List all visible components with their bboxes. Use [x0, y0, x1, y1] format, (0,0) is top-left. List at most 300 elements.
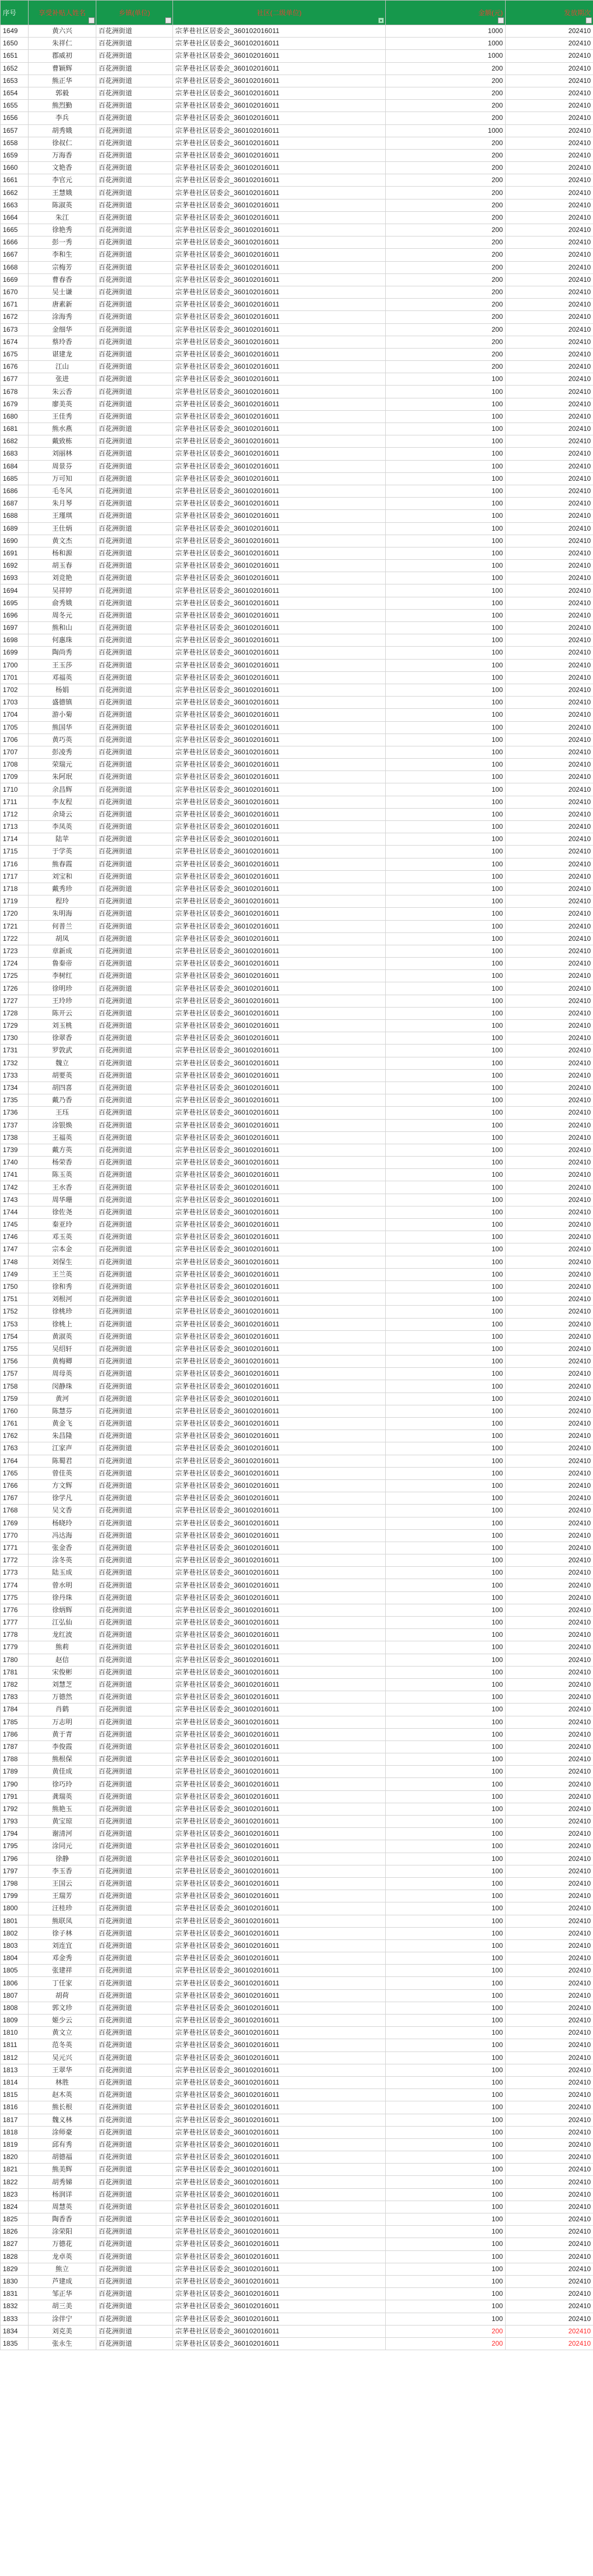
cell-date[interactable]: 202410 — [506, 336, 593, 348]
cell-date[interactable]: 202410 — [506, 2151, 593, 2164]
cell-name[interactable]: 朱昌隆 — [29, 1430, 96, 1442]
cell-date[interactable]: 202410 — [506, 1952, 593, 1965]
cell-name[interactable]: 熊国华 — [29, 721, 96, 734]
cell-community[interactable]: 宗茅巷社区居委会_360102016011 — [173, 2188, 386, 2201]
cell-community[interactable]: 宗茅巷社区居委会_360102016011 — [173, 1442, 386, 1455]
cell-date[interactable]: 202410 — [506, 522, 593, 535]
cell-name[interactable]: 王水香 — [29, 1181, 96, 1194]
cell-amount[interactable]: 100 — [386, 1753, 506, 1766]
cell-seq[interactable]: 1719 — [1, 895, 29, 908]
cell-town[interactable]: 百花洲街道 — [96, 1293, 173, 1306]
cell-amount[interactable]: 100 — [386, 1082, 506, 1094]
cell-name[interactable]: 徐桃珍 — [29, 1306, 96, 1318]
cell-community[interactable]: 宗茅巷社区居委会_360102016011 — [173, 2201, 386, 2213]
cell-seq[interactable]: 1808 — [1, 2002, 29, 2014]
cell-seq[interactable]: 1729 — [1, 1020, 29, 1032]
cell-name[interactable]: 周冬元 — [29, 609, 96, 621]
cell-seq[interactable]: 1829 — [1, 2263, 29, 2275]
cell-town[interactable]: 百花洲街道 — [96, 1131, 173, 1144]
cell-community[interactable]: 宗茅巷社区居委会_360102016011 — [173, 1654, 386, 1666]
cell-amount[interactable]: 100 — [386, 1306, 506, 1318]
cell-amount[interactable]: 200 — [386, 224, 506, 236]
cell-date[interactable]: 202410 — [506, 1094, 593, 1107]
cell-amount[interactable]: 100 — [386, 2201, 506, 2213]
cell-community[interactable]: 宗茅巷社区居委会_360102016011 — [173, 982, 386, 995]
header-date[interactable] — [506, 1, 593, 25]
cell-name[interactable]: 俞秀娥 — [29, 597, 96, 609]
cell-town[interactable]: 百花洲街道 — [96, 510, 173, 522]
cell-seq[interactable]: 1698 — [1, 634, 29, 647]
cell-name[interactable]: 邓玉英 — [29, 1231, 96, 1243]
cell-seq[interactable]: 1704 — [1, 709, 29, 721]
cell-community[interactable]: 宗茅巷社区居委会_360102016011 — [173, 870, 386, 883]
cell-seq[interactable]: 1733 — [1, 1069, 29, 1082]
cell-name[interactable]: 黄河 — [29, 1393, 96, 1405]
cell-community[interactable]: 宗茅巷社区居委会_360102016011 — [173, 149, 386, 161]
cell-amount[interactable]: 100 — [386, 945, 506, 957]
cell-amount[interactable]: 100 — [386, 2288, 506, 2300]
cell-name[interactable]: 程玲 — [29, 895, 96, 908]
cell-seq[interactable]: 1711 — [1, 796, 29, 808]
cell-seq[interactable]: 1820 — [1, 2151, 29, 2164]
cell-amount[interactable]: 100 — [386, 932, 506, 945]
cell-seq[interactable]: 1666 — [1, 236, 29, 249]
cell-amount[interactable]: 200 — [386, 348, 506, 360]
cell-community[interactable]: 宗茅巷社区居委会_360102016011 — [173, 50, 386, 62]
cell-date[interactable]: 202410 — [506, 2015, 593, 2027]
cell-seq[interactable]: 1723 — [1, 945, 29, 957]
cell-town[interactable]: 百花洲街道 — [96, 1617, 173, 1629]
cell-town[interactable]: 百花洲街道 — [96, 1206, 173, 1218]
cell-amount[interactable]: 100 — [386, 1330, 506, 1343]
cell-community[interactable]: 宗茅巷社区居委会_360102016011 — [173, 1206, 386, 1218]
cell-date[interactable]: 202410 — [506, 1268, 593, 1280]
cell-community[interactable]: 宗茅巷社区居委会_360102016011 — [173, 299, 386, 311]
cell-date[interactable]: 202410 — [506, 2325, 593, 2337]
cell-date[interactable]: 202410 — [506, 124, 593, 137]
cell-community[interactable]: 宗茅巷社区居委会_360102016011 — [173, 25, 386, 38]
cell-seq[interactable]: 1710 — [1, 783, 29, 796]
cell-town[interactable]: 百花洲街道 — [96, 1144, 173, 1156]
cell-name[interactable]: 徐翠香 — [29, 1032, 96, 1045]
cell-town[interactable]: 百花洲街道 — [96, 1853, 173, 1865]
cell-town[interactable]: 百花洲街道 — [96, 1194, 173, 1206]
cell-amount[interactable]: 100 — [386, 1529, 506, 1542]
cell-community[interactable]: 宗茅巷社区居委会_360102016011 — [173, 2114, 386, 2126]
cell-amount[interactable]: 100 — [386, 634, 506, 647]
cell-town[interactable]: 百花洲街道 — [96, 1890, 173, 1902]
cell-seq[interactable]: 1818 — [1, 2126, 29, 2138]
cell-seq[interactable]: 1692 — [1, 560, 29, 572]
cell-community[interactable]: 宗茅巷社区居委会_360102016011 — [173, 2300, 386, 2313]
cell-town[interactable]: 百花洲街道 — [96, 361, 173, 373]
cell-seq[interactable]: 1720 — [1, 908, 29, 920]
cell-amount[interactable]: 100 — [386, 759, 506, 771]
cell-date[interactable]: 202410 — [506, 100, 593, 112]
cell-amount[interactable]: 1000 — [386, 124, 506, 137]
cell-amount[interactable]: 200 — [386, 199, 506, 211]
cell-amount[interactable]: 100 — [386, 2250, 506, 2263]
cell-town[interactable]: 百花洲街道 — [96, 1256, 173, 1268]
cell-amount[interactable]: 100 — [386, 2039, 506, 2051]
cell-seq[interactable]: 1815 — [1, 2089, 29, 2101]
cell-town[interactable]: 百花洲街道 — [96, 759, 173, 771]
cell-date[interactable]: 202410 — [506, 2337, 593, 2350]
cell-date[interactable]: 202410 — [506, 410, 593, 423]
cell-amount[interactable]: 100 — [386, 659, 506, 671]
cell-community[interactable]: 宗茅巷社区居委会_360102016011 — [173, 348, 386, 360]
cell-amount[interactable]: 100 — [386, 721, 506, 734]
cell-name[interactable]: 宗梅芳 — [29, 261, 96, 273]
cell-amount[interactable]: 100 — [386, 622, 506, 634]
cell-name[interactable]: 万德花 — [29, 2238, 96, 2250]
cell-community[interactable]: 宗茅巷社区居委会_360102016011 — [173, 932, 386, 945]
cell-town[interactable]: 百花洲街道 — [96, 1231, 173, 1243]
cell-seq[interactable]: 1752 — [1, 1306, 29, 1318]
cell-community[interactable]: 宗茅巷社区居委会_360102016011 — [173, 261, 386, 273]
cell-town[interactable]: 百花洲街道 — [96, 2114, 173, 2126]
cell-amount[interactable]: 100 — [386, 1840, 506, 1853]
cell-town[interactable]: 百花洲街道 — [96, 1330, 173, 1343]
cell-seq[interactable]: 1677 — [1, 373, 29, 386]
cell-amount[interactable]: 100 — [386, 920, 506, 932]
cell-town[interactable]: 百花洲街道 — [96, 410, 173, 423]
cell-amount[interactable]: 100 — [386, 1045, 506, 1057]
cell-date[interactable]: 202410 — [506, 535, 593, 547]
cell-amount[interactable]: 100 — [386, 1356, 506, 1368]
cell-town[interactable]: 百花洲街道 — [96, 2176, 173, 2188]
cell-date[interactable]: 202410 — [506, 647, 593, 659]
cell-town[interactable]: 百花洲街道 — [96, 1045, 173, 1057]
cell-seq[interactable]: 1799 — [1, 1890, 29, 1902]
cell-seq[interactable]: 1750 — [1, 1280, 29, 1293]
cell-name[interactable]: 徐学凡 — [29, 1492, 96, 1505]
cell-name[interactable]: 李和生 — [29, 249, 96, 261]
cell-name[interactable]: 谌建龙 — [29, 348, 96, 360]
cell-amount[interactable]: 100 — [386, 1816, 506, 1828]
cell-seq[interactable]: 1800 — [1, 1902, 29, 1915]
cell-seq[interactable]: 1703 — [1, 697, 29, 709]
cell-seq[interactable]: 1775 — [1, 1591, 29, 1604]
cell-seq[interactable]: 1670 — [1, 286, 29, 298]
cell-community[interactable]: 宗茅巷社区居委会_360102016011 — [173, 709, 386, 721]
cell-community[interactable]: 宗茅巷社区居委会_360102016011 — [173, 908, 386, 920]
cell-seq[interactable]: 1790 — [1, 1778, 29, 1790]
cell-seq[interactable]: 1706 — [1, 734, 29, 746]
cell-amount[interactable]: 100 — [386, 883, 506, 895]
cell-community[interactable]: 宗茅巷社区居委会_360102016011 — [173, 1492, 386, 1505]
cell-town[interactable]: 百花洲街道 — [96, 1430, 173, 1442]
cell-name[interactable]: 胡荷 — [29, 1989, 96, 2002]
cell-town[interactable]: 百花洲街道 — [96, 236, 173, 249]
cell-town[interactable]: 百花洲街道 — [96, 771, 173, 783]
cell-name[interactable]: 杨润详 — [29, 2188, 96, 2201]
cell-community[interactable]: 宗茅巷社区居委会_360102016011 — [173, 100, 386, 112]
cell-name[interactable]: 陆玉成 — [29, 1567, 96, 1579]
cell-community[interactable]: 宗茅巷社区居委会_360102016011 — [173, 1704, 386, 1716]
cell-seq[interactable]: 1797 — [1, 1865, 29, 1877]
cell-community[interactable]: 宗茅巷社区居委会_360102016011 — [173, 684, 386, 696]
cell-date[interactable]: 202410 — [506, 224, 593, 236]
cell-seq[interactable]: 1762 — [1, 1430, 29, 1442]
cell-amount[interactable]: 1000 — [386, 50, 506, 62]
cell-date[interactable]: 202410 — [506, 1629, 593, 1641]
cell-date[interactable]: 202410 — [506, 2126, 593, 2138]
cell-date[interactable]: 202410 — [506, 634, 593, 647]
cell-seq[interactable]: 1661 — [1, 174, 29, 187]
cell-community[interactable]: 宗茅巷社区居委会_360102016011 — [173, 2263, 386, 2275]
cell-name[interactable]: 刘连宜 — [29, 1939, 96, 1952]
cell-amount[interactable]: 100 — [386, 498, 506, 510]
cell-seq[interactable]: 1759 — [1, 1393, 29, 1405]
cell-community[interactable]: 宗茅巷社区居委会_360102016011 — [173, 448, 386, 460]
cell-date[interactable]: 202410 — [506, 249, 593, 261]
cell-date[interactable]: 202410 — [506, 1219, 593, 1231]
cell-amount[interactable]: 100 — [386, 709, 506, 721]
cell-seq[interactable]: 1756 — [1, 1356, 29, 1368]
cell-seq[interactable]: 1689 — [1, 522, 29, 535]
cell-seq[interactable]: 1683 — [1, 448, 29, 460]
cell-amount[interactable]: 100 — [386, 460, 506, 472]
cell-name[interactable]: 谢清河 — [29, 1828, 96, 1840]
cell-name[interactable]: 邹正华 — [29, 2288, 96, 2300]
cell-seq[interactable]: 1777 — [1, 1617, 29, 1629]
cell-community[interactable]: 宗茅巷社区居委会_360102016011 — [173, 286, 386, 298]
cell-amount[interactable]: 100 — [386, 1902, 506, 1915]
cell-amount[interactable]: 100 — [386, 870, 506, 883]
cell-town[interactable]: 百花洲街道 — [96, 311, 173, 323]
cell-seq[interactable]: 1817 — [1, 2114, 29, 2126]
cell-date[interactable]: 202410 — [506, 659, 593, 671]
cell-seq[interactable]: 1687 — [1, 498, 29, 510]
cell-name[interactable]: 廖美英 — [29, 398, 96, 410]
cell-seq[interactable]: 1740 — [1, 1157, 29, 1169]
cell-seq[interactable]: 1685 — [1, 472, 29, 485]
cell-seq[interactable]: 1660 — [1, 162, 29, 174]
cell-amount[interactable]: 100 — [386, 1790, 506, 1803]
cell-community[interactable]: 宗茅巷社区居委会_360102016011 — [173, 647, 386, 659]
cell-amount[interactable]: 100 — [386, 1206, 506, 1218]
cell-date[interactable]: 202410 — [506, 1666, 593, 1678]
cell-name[interactable]: 胡玉春 — [29, 560, 96, 572]
cell-date[interactable]: 202410 — [506, 1280, 593, 1293]
cell-amount[interactable]: 100 — [386, 2064, 506, 2076]
cell-amount[interactable]: 100 — [386, 2101, 506, 2114]
cell-seq[interactable]: 1814 — [1, 2076, 29, 2088]
cell-town[interactable]: 百花洲街道 — [96, 1579, 173, 1591]
cell-seq[interactable]: 1684 — [1, 460, 29, 472]
cell-amount[interactable]: 100 — [386, 697, 506, 709]
cell-name[interactable]: 唐素新 — [29, 299, 96, 311]
cell-town[interactable]: 百花洲街道 — [96, 323, 173, 336]
cell-date[interactable]: 202410 — [506, 1243, 593, 1256]
cell-name[interactable]: 胡四喜 — [29, 1082, 96, 1094]
cell-date[interactable]: 202410 — [506, 286, 593, 298]
cell-name[interactable]: 陈开云 — [29, 1007, 96, 1019]
cell-date[interactable]: 202410 — [506, 1840, 593, 1853]
cell-date[interactable]: 202410 — [506, 2263, 593, 2275]
cell-date[interactable]: 202410 — [506, 1803, 593, 1815]
cell-town[interactable]: 百花洲街道 — [96, 932, 173, 945]
cell-seq[interactable]: 1717 — [1, 870, 29, 883]
cell-seq[interactable]: 1669 — [1, 273, 29, 286]
cell-amount[interactable]: 100 — [386, 547, 506, 559]
cell-community[interactable]: 宗茅巷社区居委会_360102016011 — [173, 1505, 386, 1517]
cell-town[interactable]: 百花洲街道 — [96, 2288, 173, 2300]
cell-name[interactable]: 万德然 — [29, 1691, 96, 1704]
cell-town[interactable]: 百花洲街道 — [96, 833, 173, 846]
cell-town[interactable]: 百花洲街道 — [96, 796, 173, 808]
cell-date[interactable]: 202410 — [506, 1704, 593, 1716]
cell-amount[interactable]: 100 — [386, 1293, 506, 1306]
cell-town[interactable]: 百花洲街道 — [96, 1728, 173, 1740]
cell-community[interactable]: 宗茅巷社区居委会_360102016011 — [173, 1268, 386, 1280]
cell-seq[interactable]: 1736 — [1, 1107, 29, 1119]
cell-town[interactable]: 百花洲街道 — [96, 1989, 173, 2002]
cell-name[interactable]: 杨娟 — [29, 684, 96, 696]
cell-community[interactable]: 宗茅巷社区居委会_360102016011 — [173, 958, 386, 970]
cell-seq[interactable]: 1787 — [1, 1740, 29, 1753]
cell-amount[interactable]: 100 — [386, 1368, 506, 1380]
cell-name[interactable]: 何普兰 — [29, 920, 96, 932]
cell-community[interactable]: 宗茅巷社区居委会_360102016011 — [173, 1256, 386, 1268]
cell-amount[interactable]: 100 — [386, 1107, 506, 1119]
cell-town[interactable]: 百花洲街道 — [96, 2213, 173, 2226]
cell-community[interactable]: 宗茅巷社区居委会_360102016011 — [173, 846, 386, 858]
cell-community[interactable]: 宗茅巷社区居委会_360102016011 — [173, 2275, 386, 2287]
cell-date[interactable]: 202410 — [506, 1678, 593, 1691]
cell-amount[interactable]: 200 — [386, 149, 506, 161]
cell-amount[interactable]: 200 — [386, 112, 506, 124]
cell-community[interactable]: 宗茅巷社区居委会_360102016011 — [173, 1666, 386, 1678]
cell-seq[interactable]: 1792 — [1, 1803, 29, 1815]
cell-name[interactable]: 徐巧玲 — [29, 1778, 96, 1790]
cell-town[interactable]: 百花洲街道 — [96, 560, 173, 572]
cell-date[interactable]: 202410 — [506, 1579, 593, 1591]
cell-name[interactable]: 龙卓英 — [29, 2250, 96, 2263]
cell-amount[interactable]: 100 — [386, 2126, 506, 2138]
cell-amount[interactable]: 100 — [386, 1766, 506, 1778]
cell-seq[interactable]: 1764 — [1, 1455, 29, 1467]
cell-date[interactable]: 202410 — [506, 1293, 593, 1306]
cell-town[interactable]: 百花洲街道 — [96, 137, 173, 149]
cell-date[interactable]: 202410 — [506, 846, 593, 858]
cell-amount[interactable]: 200 — [386, 261, 506, 273]
cell-seq[interactable]: 1779 — [1, 1641, 29, 1654]
cell-name[interactable]: 邓金秀 — [29, 1952, 96, 1965]
cell-town[interactable]: 百花洲街道 — [96, 1740, 173, 1753]
cell-community[interactable]: 宗茅巷社区居委会_360102016011 — [173, 124, 386, 137]
cell-date[interactable]: 202410 — [506, 1766, 593, 1778]
cell-name[interactable]: 熊水燕 — [29, 423, 96, 435]
cell-seq[interactable]: 1751 — [1, 1293, 29, 1306]
cell-amount[interactable]: 100 — [386, 1778, 506, 1790]
cell-name[interactable]: 彭一秀 — [29, 236, 96, 249]
cell-name[interactable]: 江弘仙 — [29, 1617, 96, 1629]
cell-date[interactable]: 202410 — [506, 510, 593, 522]
cell-seq[interactable]: 1728 — [1, 1007, 29, 1019]
cell-community[interactable]: 宗茅巷社区居委会_360102016011 — [173, 2015, 386, 2027]
cell-community[interactable]: 宗茅巷社区居委会_360102016011 — [173, 1169, 386, 1181]
cell-name[interactable]: 黄文立 — [29, 2027, 96, 2039]
cell-name[interactable]: 朱江 — [29, 211, 96, 224]
cell-date[interactable]: 202410 — [506, 932, 593, 945]
cell-community[interactable]: 宗茅巷社区居委会_360102016011 — [173, 174, 386, 187]
cell-name[interactable]: 余琦云 — [29, 808, 96, 820]
cell-seq[interactable]: 1700 — [1, 659, 29, 671]
cell-amount[interactable]: 100 — [386, 1020, 506, 1032]
cell-amount[interactable]: 200 — [386, 174, 506, 187]
cell-amount[interactable]: 100 — [386, 1691, 506, 1704]
cell-amount[interactable]: 100 — [386, 2114, 506, 2126]
cell-amount[interactable]: 100 — [386, 1492, 506, 1505]
cell-town[interactable]: 百花洲街道 — [96, 2151, 173, 2164]
cell-seq[interactable]: 1671 — [1, 299, 29, 311]
cell-seq[interactable]: 1798 — [1, 1877, 29, 1890]
cell-seq[interactable]: 1774 — [1, 1579, 29, 1591]
cell-date[interactable]: 202410 — [506, 485, 593, 497]
cell-amount[interactable]: 100 — [386, 734, 506, 746]
cell-name[interactable]: 张进 — [29, 373, 96, 386]
cell-date[interactable]: 202410 — [506, 547, 593, 559]
cell-town[interactable]: 百花洲街道 — [96, 100, 173, 112]
cell-amount[interactable]: 100 — [386, 1803, 506, 1815]
cell-name[interactable]: 徐炳辉 — [29, 1604, 96, 1616]
filter-dropdown-icon[interactable] — [165, 17, 171, 24]
cell-community[interactable]: 宗茅巷社区居委会_360102016011 — [173, 1082, 386, 1094]
cell-seq[interactable]: 1651 — [1, 50, 29, 62]
cell-town[interactable]: 百花洲街道 — [96, 1505, 173, 1517]
cell-seq[interactable]: 1834 — [1, 2325, 29, 2337]
cell-town[interactable]: 百花洲街道 — [96, 821, 173, 833]
cell-amount[interactable]: 100 — [386, 472, 506, 485]
cell-name[interactable]: 胡三美 — [29, 2300, 96, 2313]
cell-amount[interactable]: 100 — [386, 1939, 506, 1952]
cell-community[interactable]: 宗茅巷社区居委会_360102016011 — [173, 1778, 386, 1790]
cell-amount[interactable]: 100 — [386, 1094, 506, 1107]
cell-town[interactable]: 百花洲街道 — [96, 1368, 173, 1380]
cell-seq[interactable]: 1649 — [1, 25, 29, 38]
cell-name[interactable]: 陈蜀君 — [29, 1455, 96, 1467]
cell-amount[interactable]: 200 — [386, 273, 506, 286]
cell-seq[interactable]: 1662 — [1, 187, 29, 199]
cell-town[interactable]: 百花洲街道 — [96, 199, 173, 211]
cell-community[interactable]: 宗茅巷社区居委会_360102016011 — [173, 1591, 386, 1604]
cell-name[interactable]: 朱阿珉 — [29, 771, 96, 783]
cell-community[interactable]: 宗茅巷社区居委会_360102016011 — [173, 137, 386, 149]
cell-date[interactable]: 202410 — [506, 38, 593, 50]
cell-name[interactable]: 吴祥婷 — [29, 584, 96, 597]
cell-amount[interactable]: 100 — [386, 1952, 506, 1965]
cell-community[interactable]: 宗茅巷社区居委会_360102016011 — [173, 211, 386, 224]
cell-date[interactable]: 202410 — [506, 1020, 593, 1032]
cell-community[interactable]: 宗茅巷社区居委会_360102016011 — [173, 472, 386, 485]
cell-amount[interactable]: 100 — [386, 796, 506, 808]
cell-name[interactable]: 熊根保 — [29, 1753, 96, 1766]
cell-name[interactable]: 胡德福 — [29, 2151, 96, 2164]
cell-date[interactable]: 202410 — [506, 1131, 593, 1144]
cell-town[interactable]: 百花洲街道 — [96, 1965, 173, 1977]
cell-date[interactable]: 202410 — [506, 895, 593, 908]
cell-seq[interactable]: 1794 — [1, 1828, 29, 1840]
cell-town[interactable]: 百花洲街道 — [96, 1678, 173, 1691]
cell-seq[interactable]: 1682 — [1, 435, 29, 448]
cell-community[interactable]: 宗茅巷社区居委会_360102016011 — [173, 498, 386, 510]
cell-town[interactable]: 百花洲街道 — [96, 982, 173, 995]
cell-date[interactable]: 202410 — [506, 1505, 593, 1517]
cell-date[interactable]: 202410 — [506, 1641, 593, 1654]
cell-community[interactable]: 宗茅巷社区居委会_360102016011 — [173, 1927, 386, 1939]
